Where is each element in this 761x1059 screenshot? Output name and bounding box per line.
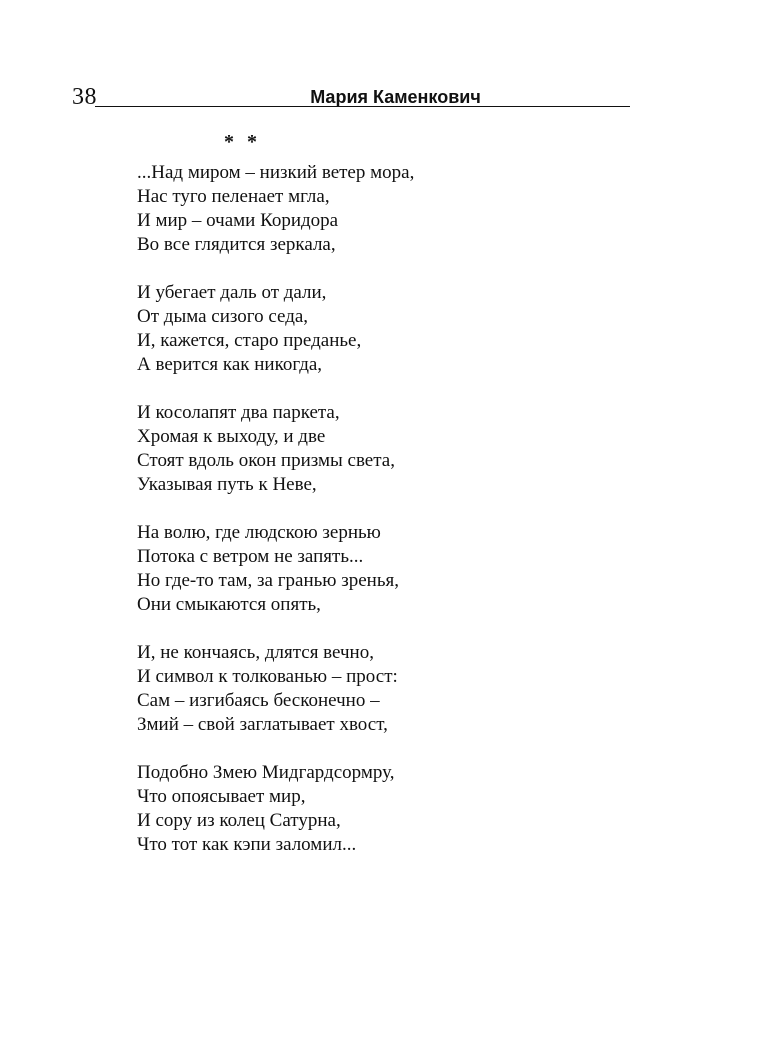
poem-line: На волю, где людскою зернью: [137, 522, 381, 543]
poem-line: От дыма сизого седа,: [137, 306, 309, 327]
poem-line: Стоят вдоль окон призмы света,: [137, 450, 395, 471]
running-title: Мария Каменкович: [310, 87, 481, 107]
stanza: [137, 521, 657, 617]
poem-line: А верится как никогда,: [137, 354, 323, 375]
poem-line: ...Над миром – низкий ветер мора,: [137, 162, 415, 183]
header-rule: [95, 106, 630, 107]
poem-line: Подобно Змею Мидгардсормру,: [137, 762, 395, 783]
poem-line: И косолапят два паркета,: [137, 402, 340, 423]
poem-line: Нас туго пеленает мгла,: [137, 186, 330, 207]
poem-line: Во все глядится зеркала,: [137, 234, 336, 255]
stanza: [137, 401, 657, 497]
poem-body: [137, 161, 657, 881]
poem-line: Но где-то там, за гранью зренья,: [137, 570, 399, 591]
poem-line: И, не кончаясь, длятся вечно,: [137, 642, 374, 663]
poem-line: Потока с ветром не запять...: [137, 546, 364, 567]
poem-line: Хромая к выходу, и две: [137, 426, 326, 447]
page-number: 38: [72, 84, 97, 110]
stanza: [137, 161, 657, 257]
stanza: [137, 761, 657, 857]
stanza: [137, 641, 657, 737]
poem-line: Что тот как кэпи заломил...: [137, 834, 357, 855]
poem-line: И сору из колец Сатурна,: [137, 810, 341, 831]
poem-line: И убегает даль от дали,: [137, 282, 327, 303]
poem-line: Змий – свой заглатывает хвост,: [137, 714, 388, 735]
poem-mark: * *: [224, 131, 261, 153]
poem-line: Сам – изгибаясь бесконечно –: [137, 690, 380, 711]
poem-line: И мир – очами Коридора: [137, 210, 339, 231]
poem-line: Что опоясывает мир,: [137, 786, 306, 807]
poem-line: И, кажется, старо преданье,: [137, 330, 362, 351]
stanza: [137, 281, 657, 377]
poem-line: Указывая путь к Неве,: [137, 474, 317, 495]
poem-line: Они смыкаются опять,: [137, 594, 321, 615]
poem-line: И символ к толкованью – прост:: [137, 666, 398, 687]
